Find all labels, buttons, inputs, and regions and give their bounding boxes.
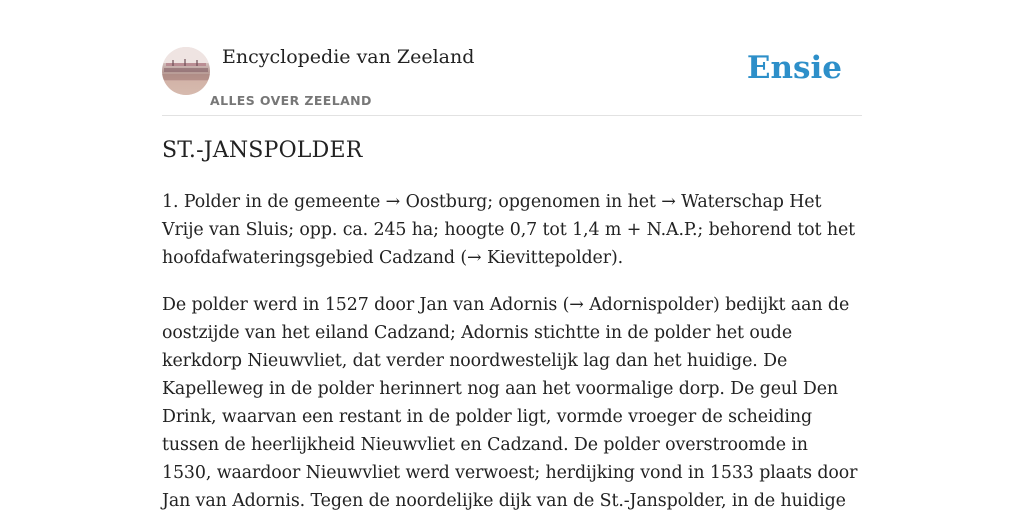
paragraph-text: 1. Polder in de gemeente (162, 192, 386, 212)
link-waterschap-het-vrije-van-sluis[interactable]: → Waterschap Het Vrije van Sluis (162, 192, 822, 240)
link-oostburg[interactable]: → Oostburg (385, 192, 488, 212)
paragraph-text: ) bedijkt aan de oostzijde van het eiland Cadzand; Adornis stichtte in de polder het oude kerkdorp Nieuwvliet, dat verder noordwestelijk lag dan het huidige. De Kapelleweg in de polder herinnert nog aan het voormalige dorp. De geul Den Drink, waarvan een restant in de polder ligt, vormde vroeger de scheiding tussen de heerlijkheid Nieuwvliet en Cadzand. De polder overstroomde in 1530, waardoor Nieuwvliet werd verwoest; herdijking vond in 1533 plaats door Jan van Adornis. Tegen de noordelijke dijk van de St.-Janspolder, in de huidige (162, 295, 858, 511)
link-adornispolder[interactable]: → Adornispolder (569, 295, 713, 315)
article-paragraph-2 (162, 291, 862, 512)
book-cover-image (162, 47, 210, 95)
header (162, 40, 862, 116)
article-title: ST.-JANSPOLDER (162, 138, 363, 163)
link-kievittepolder[interactable]: → Kievittepolder (467, 248, 611, 268)
ensie-logo-link[interactable]: Ensie (746, 50, 842, 86)
book-title[interactable]: Encyclopedie van Zeeland (222, 46, 475, 68)
book-subtitle: ALLES OVER ZEELAND (210, 93, 372, 108)
paragraph-text: ; opgenomen in het (487, 192, 662, 212)
article-content (162, 138, 862, 512)
paragraph-text: ; opp. ca. 245 ha; hoogte 0,7 tot 1,4 m + N.A.P.; behorend tot het hoofdafwateringsgebied Cadzand ( (162, 220, 856, 268)
article-paragraph-1 (162, 188, 862, 272)
paragraph-text: De polder werd in 1527 door Jan van Adornis ( (162, 295, 570, 315)
paragraph-text: ). (610, 248, 624, 268)
book-cover-avatar[interactable] (162, 47, 210, 95)
